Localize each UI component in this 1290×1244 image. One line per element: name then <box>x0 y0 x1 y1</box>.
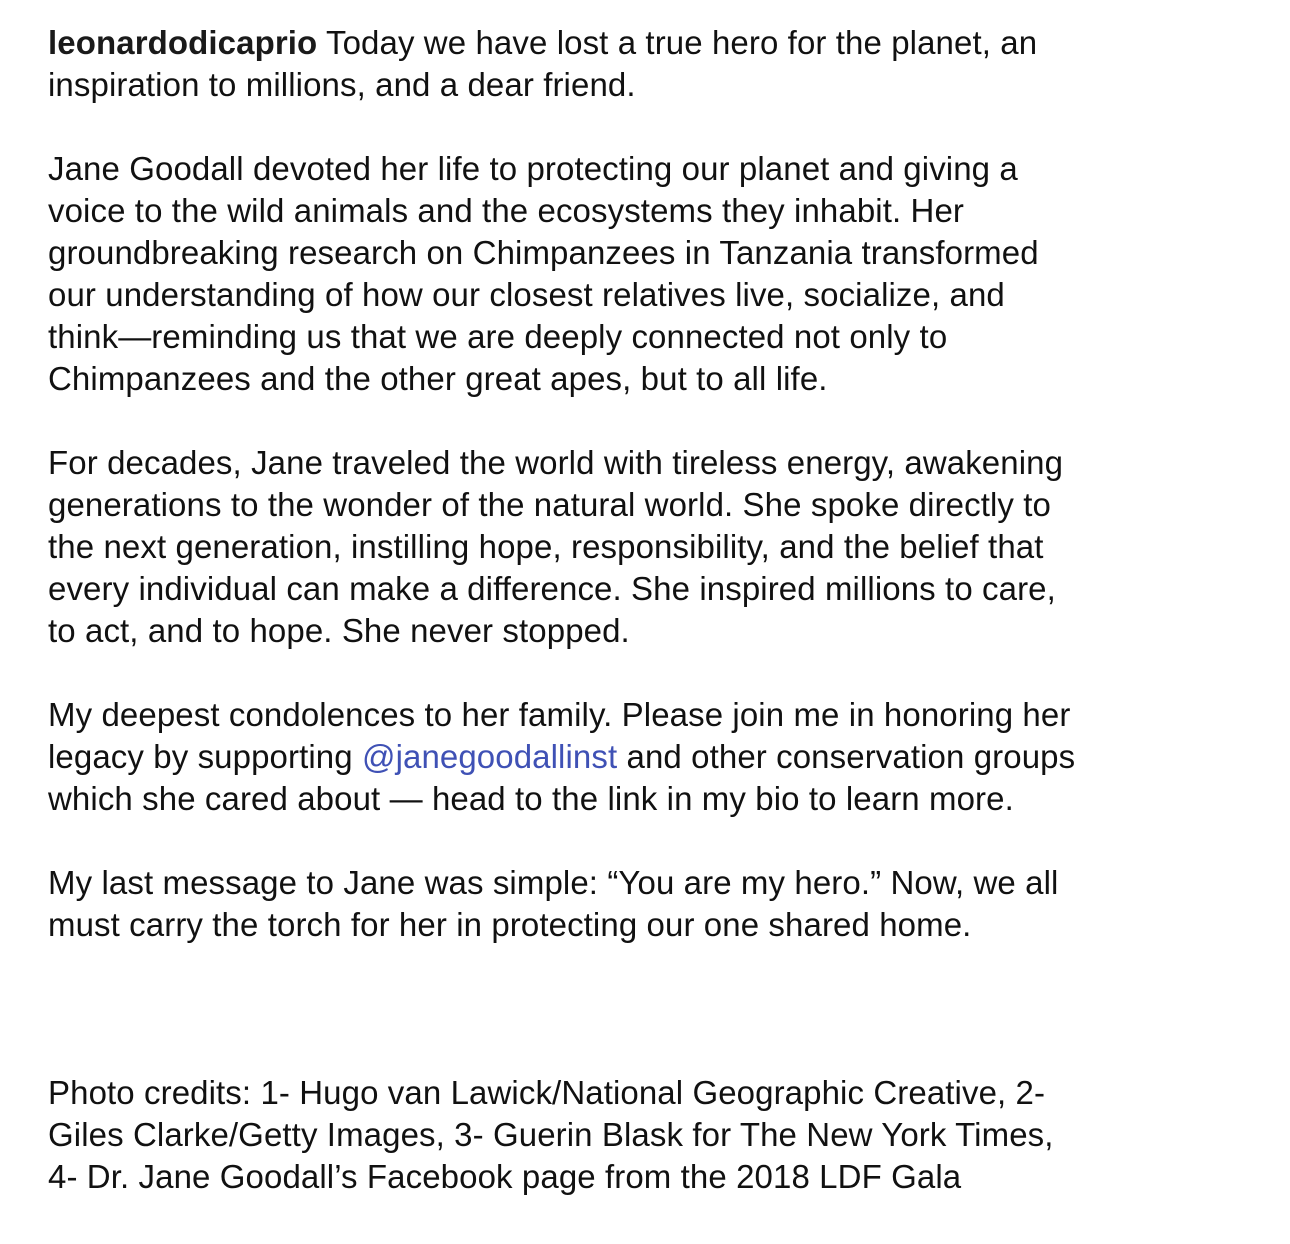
condolences-text-end: and other conservation groups which she cared about — head to the link in my bio to learn more. <box>48 738 1076 817</box>
caption-paragraph-travel: For decades, Jane traveled the world with tireless energy, awakening generations to the wonder of the natural world. She spoke directly to the next generation, instilling hope, responsibility, and the belief that every individual can make a difference. She inspired millions to care, to act, and to hope. She never stopped. <box>48 444 1064 649</box>
caption-paragraph-research: Jane Goodall devoted her life to protecting our planet and giving a voice to the wild animals and the ecosystems they inhabit. Her groundbreaking research on Chimpanzees in Tanzania transformed our understanding of how our closest relatives live, socialize, and think—reminding us that we are deeply connected not only to Chimpanzees and the other great apes, but to all life. <box>48 150 1039 397</box>
caption-paragraph-condolences <box>48 694 1248 820</box>
caption-paragraph-last-message: My last message to Jane was simple: “You are my hero.” Now, we all must carry the torch for her in protecting our one shared home. <box>48 864 1059 943</box>
caption-intro <box>48 22 1248 106</box>
post-caption <box>48 22 1248 1198</box>
photo-credits: Photo credits: 1- Hugo van Lawick/National Geographic Creative, 2- Giles Clarke/Getty Images, 3- Guerin Blask for The New York Times, 4- Dr. Jane Goodall’s Facebook page from the 2018 LDF Gala <box>48 1074 1054 1195</box>
caption-intro-text: Today we have lost a true hero for the planet, an inspiration to millions, and a dear friend. <box>48 24 1038 103</box>
username-link[interactable]: leonardodicaprio <box>48 24 318 61</box>
condolences-text-start: My deepest condolences to her family. Please join me in honoring her legacy by supporting <box>48 696 1071 775</box>
mention-link-janegoodallinst[interactable]: @janegoodallinst <box>361 738 618 775</box>
